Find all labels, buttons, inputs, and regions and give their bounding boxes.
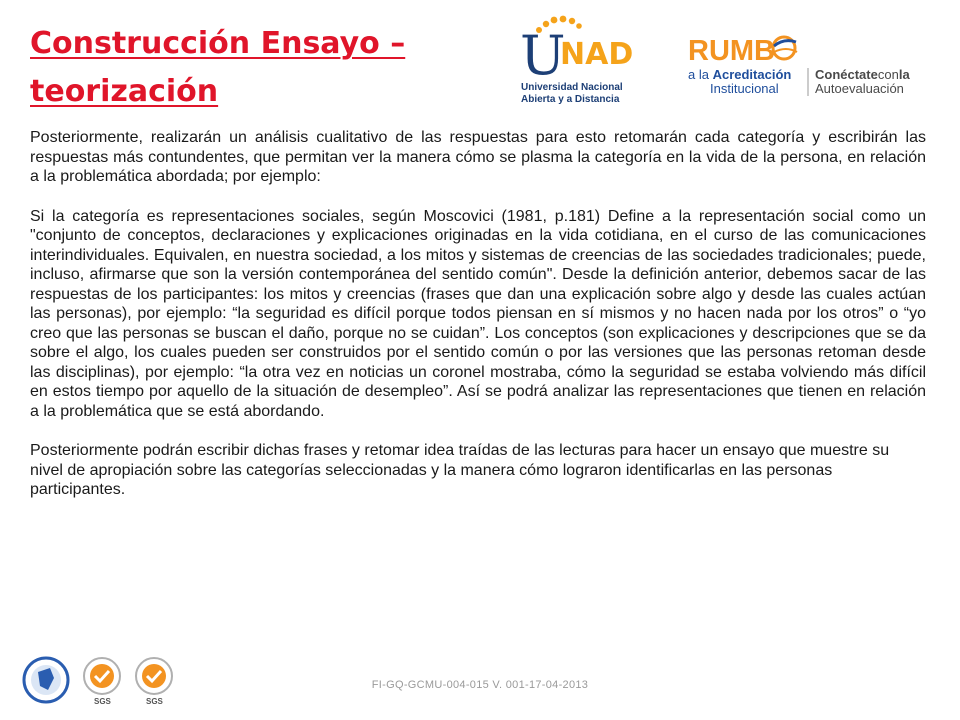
- slide-body: [30, 128, 926, 520]
- globe-icon: [773, 37, 797, 59]
- svg-text:SGS: SGS: [94, 697, 111, 706]
- rumbo-word: RUMB: [688, 35, 775, 67]
- rumbo-line1: a la Acreditación: [688, 67, 792, 82]
- rumbo-line2: Institucional: [710, 81, 779, 96]
- unad-logo: [516, 14, 646, 108]
- rumbo-tag1: Conéctateconla: [815, 67, 910, 82]
- unad-nad-letters: NAD: [560, 37, 634, 72]
- unad-line1: Universidad Nacional: [521, 82, 623, 93]
- slide-title: Construcción Ensayo – teorización: [30, 26, 406, 109]
- paragraph-1: Posteriormente, realizarán un análisis cualitativo de las respuestas para esto retomarán cada categoría y escribirán las respuestas más contundentes, que permitan ver la manera cómo se plasma la categoría en la vida de la persona, en relación a la problemática abordada; por ejemplo:: [30, 129, 926, 185]
- svg-text:SGS: SGS: [146, 697, 163, 706]
- paragraph-3: Posteriormente podrán escribir dichas frases y retomar idea traídas de las lecturas para hacer un ensayo que muestre su nivel de apropiación sobre las categorías seleccionadas y la manera cómo lograron identificarlas en las personas participantes.: [30, 442, 890, 498]
- unad-line2: Abierta y a Distancia: [521, 94, 620, 105]
- rumbo-logo: [688, 32, 938, 104]
- unad-u-letter: U: [520, 24, 566, 87]
- paragraph-2: Si la categoría es representaciones sociales, según Moscovici (1981, p.181) Define a la representación social como un "conjunto de conceptos, declaraciones y explicaciones originadas en la vida cotidiana, en el curso de las comunicaciones interindividuales. Equivalen, en nuestra sociedad, a los mitos y sistemas de creencias de las sociedades tradicionales; puede, incluso, afirmarse que son la versión contemporánea del sentido común". Desde la definición anterior, debemos sacar de las respuestas de los participantes: los mitos y creencias (frases que dan una explicación sobre algo y desde las cuales actúan las personas), por ejemplo: “la seguridad es difícil porque todos piensan en sí mismos y no hacen nada por los otros” o “yo creo que las personas se buscan el daño, porque no se cuidan”. Los conceptos (son explicaciones y descripciones que se da sobre el algo, los cuales pueden ser construidos por el sentido común o por las versiones que las personas retoman desde las disciplinas), por ejemplo: “la otra vez en noticias un coronel mostraba, cómo la seguridad se estaba volviendo más difícil en estos tiempo por aquello de la situación de desempleo”. Así se podrá analizar las representaciones que tienen en relación a la problemática que se está abordando.: [30, 207, 926, 420]
- rumbo-tag2: Autoevaluación: [815, 81, 904, 96]
- document-code: FI-GQ-GCMU-004-015 V. 001-17-04-2013: [371, 679, 589, 691]
